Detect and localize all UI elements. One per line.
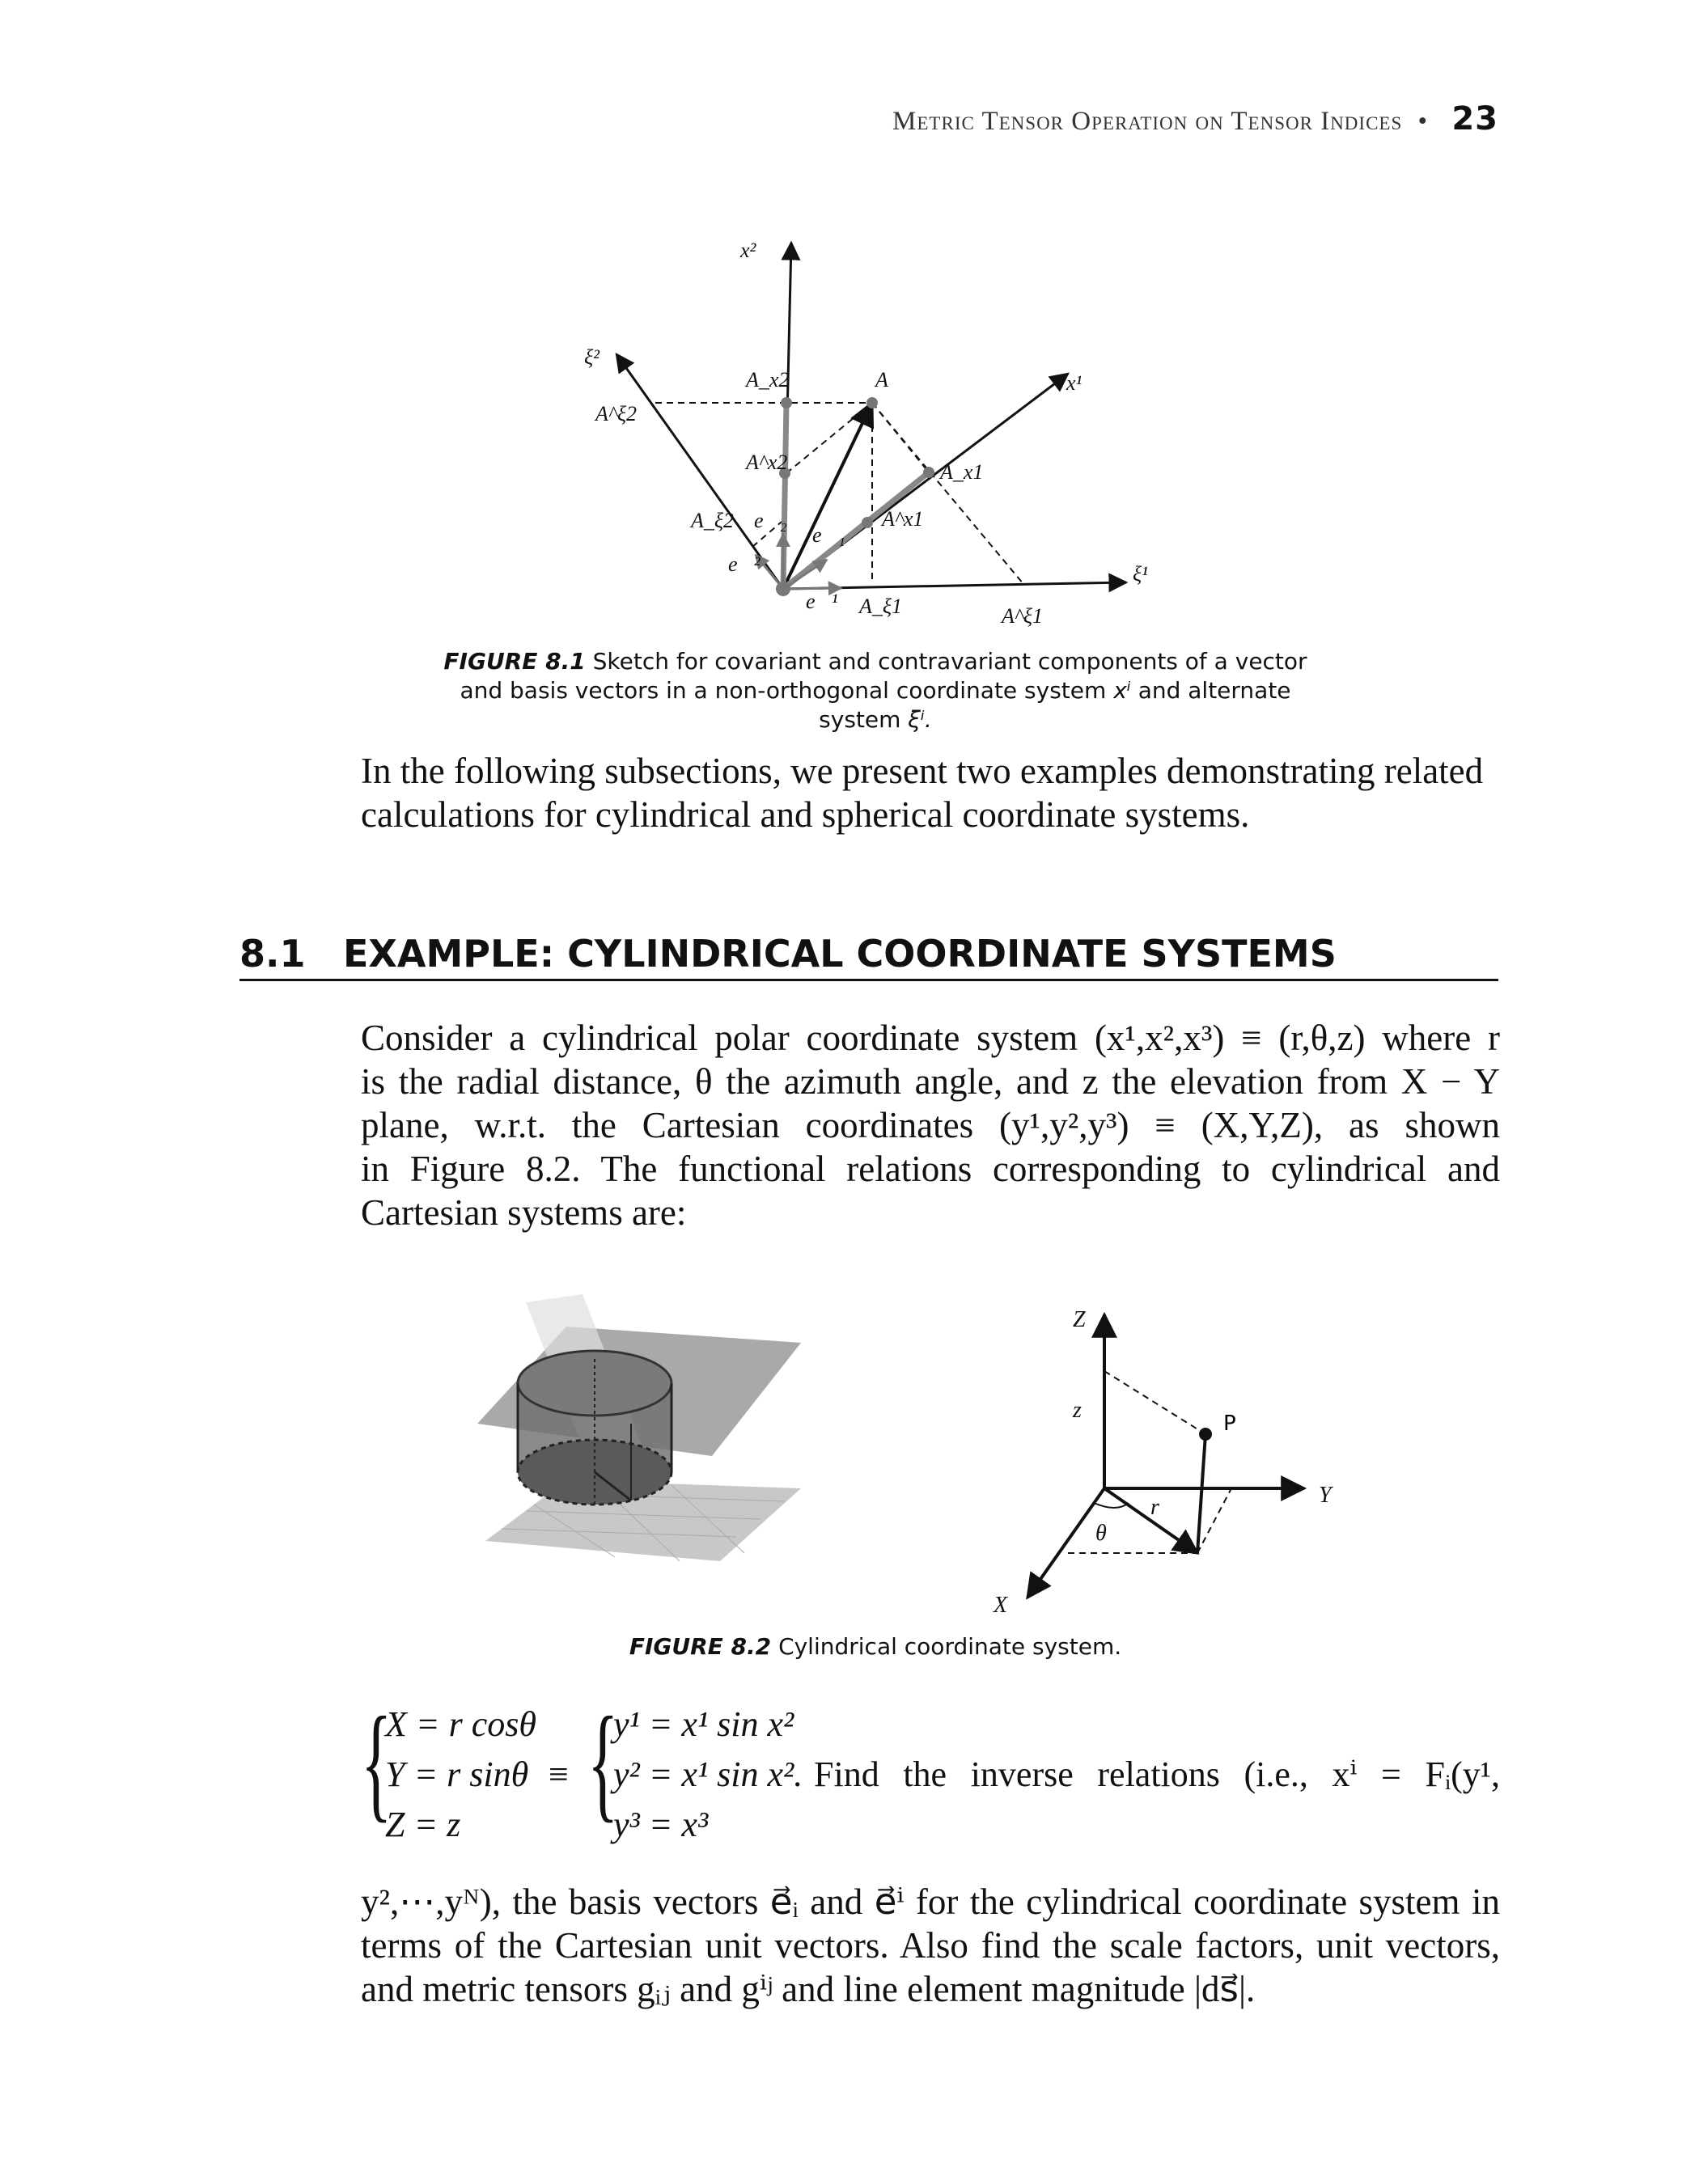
paragraph2-line2: is the radial distance, θ the azimuth angle, and z the elevation from X − Y [361,1061,1500,1102]
label-a-vector: A⃗ [875,368,905,392]
label-r: r [1150,1495,1159,1520]
figure-8-1-caption-symbol-xi: ξⁱ. [908,706,932,733]
label-a-xi1-sup: A^ξ1 [1002,604,1043,628]
header-bullet: • [1417,107,1429,136]
label-z-axis: Z [1073,1307,1086,1332]
label-e2-sup: e⃗² [728,552,761,576]
label-point-p: P [1223,1412,1236,1436]
paragraph2-line3: plane, w.r.t. the Cartesian coordinates (y¹,y²,y³) ≡ (X,Y,Z), as shown [361,1105,1500,1145]
left-brace: { [361,1690,392,1834]
paragraph3-line2: terms of the Cartesian unit vectors. Also find the scale factors, unit vectors, [361,1925,1500,1966]
figure-8-2-caption [430,1632,1320,1661]
right-brace: { [587,1690,619,1834]
eq-right-2: y² = x¹ sin x². [613,1754,803,1794]
figure-8-1-label: FIGURE 8.1 [443,648,586,675]
label-z-height: z [1073,1398,1082,1423]
paragraph2-line5: Cartesian systems are: [361,1192,687,1233]
running-header [892,100,1498,138]
figure-8-1-caption-symbol-x: xⁱ [1113,677,1131,704]
equiv-sign: ≡ [549,1754,569,1794]
label-e1-sub: e⃗₁ [812,523,845,547]
equation-system [361,1690,1500,1865]
figure-8-1-caption-text: Sketch for covariant and contravariant components of a vector and basis vectors in a non-orthogonal coordinate system [460,648,1307,704]
page-number: 23 [1451,100,1498,138]
figure-8-1 [550,226,1278,647]
figure-8-1-caption-mid: and alternate system [819,677,1291,733]
label-x1: x¹ [1066,371,1083,395]
label-a-xi1-sub: A_ξ1 [859,595,903,618]
figure-8-2-label: FIGURE 8.2 [629,1633,772,1660]
section-heading [239,932,1498,981]
section-title: EXAMPLE: CYLINDRICAL COORDINATE SYSTEMS [343,932,1337,976]
eq-trailing-text: Find the inverse relations (i.e., xⁱ = Fᵢ(y¹, [814,1754,1500,1794]
label-e1-sup: e⃗¹ [806,590,838,613]
point-p-height [1197,1434,1205,1553]
paragraph-task [361,1880,1500,2011]
figure-8-2-cylinder-render [405,1294,809,1569]
eq-left-2: Y = r sinθ [385,1754,529,1794]
paragraph-cylindrical-intro [361,1016,1500,1234]
label-a-x2-sub: A_x2 [746,368,790,392]
label-x2: x² [740,239,756,262]
vector-a [783,403,872,589]
label-theta: θ [1095,1521,1107,1546]
label-a-xi2-sub: A_ξ2 [691,509,735,532]
paragraph3-line3: and metric tensors gᵢⱼ and gⁱʲ and line element magnitude |ds⃗|. [361,1969,1256,2009]
figure-8-2-coordinate-sketch [971,1294,1375,1634]
eq-left-3: Z = z [385,1805,461,1844]
label-a-xi2-sup: A^ξ2 [595,402,637,425]
x-axis [1027,1488,1104,1598]
label-xi1: ξ¹ [1133,562,1148,586]
label-a-x1-sup: A^x1 [882,507,924,531]
eq-right-1: y¹ = x¹ sin x² [613,1704,794,1744]
label-xi2: ξ² [584,345,600,369]
label-y-axis: Y [1319,1483,1332,1508]
section-number: 8.1 [239,932,306,976]
eq-left-1: X = r cosθ [385,1704,536,1744]
figure-8-1-caption [430,647,1320,734]
figure-8-2-caption-text: Cylindrical coordinate system. [778,1633,1122,1660]
paragraph3-line1: y²,⋯,yᴺ), the basis vectors e⃗ᵢ and e⃗ⁱ for the cylindrical coordinate system in [361,1881,1500,1922]
paragraph2-line1: Consider a cylindrical polar coordinate system (x¹,x²,x³) ≡ (r,θ,z) where r [361,1018,1500,1058]
label-x-axis: X [994,1593,1008,1618]
label-e2-sub: e⃗₂ [754,509,787,532]
projection-lines [655,403,1023,584]
label-a-x1-sub: A_x1 [940,460,984,484]
intro-paragraph: In the following subsections, we present two examples demonstrating related calculations for cylindrical and spherical coordinate systems. [361,751,1484,835]
component-dots [776,397,934,596]
running-title: Metric Tensor Operation on Tensor Indices [892,107,1403,136]
eq-right-3: y³ = x³ [613,1805,709,1844]
paragraph2-line4: in Figure 8.2. The functional relations corresponding to cylindrical and [361,1149,1500,1189]
label-a-x2-sup: A^x2 [746,451,788,474]
